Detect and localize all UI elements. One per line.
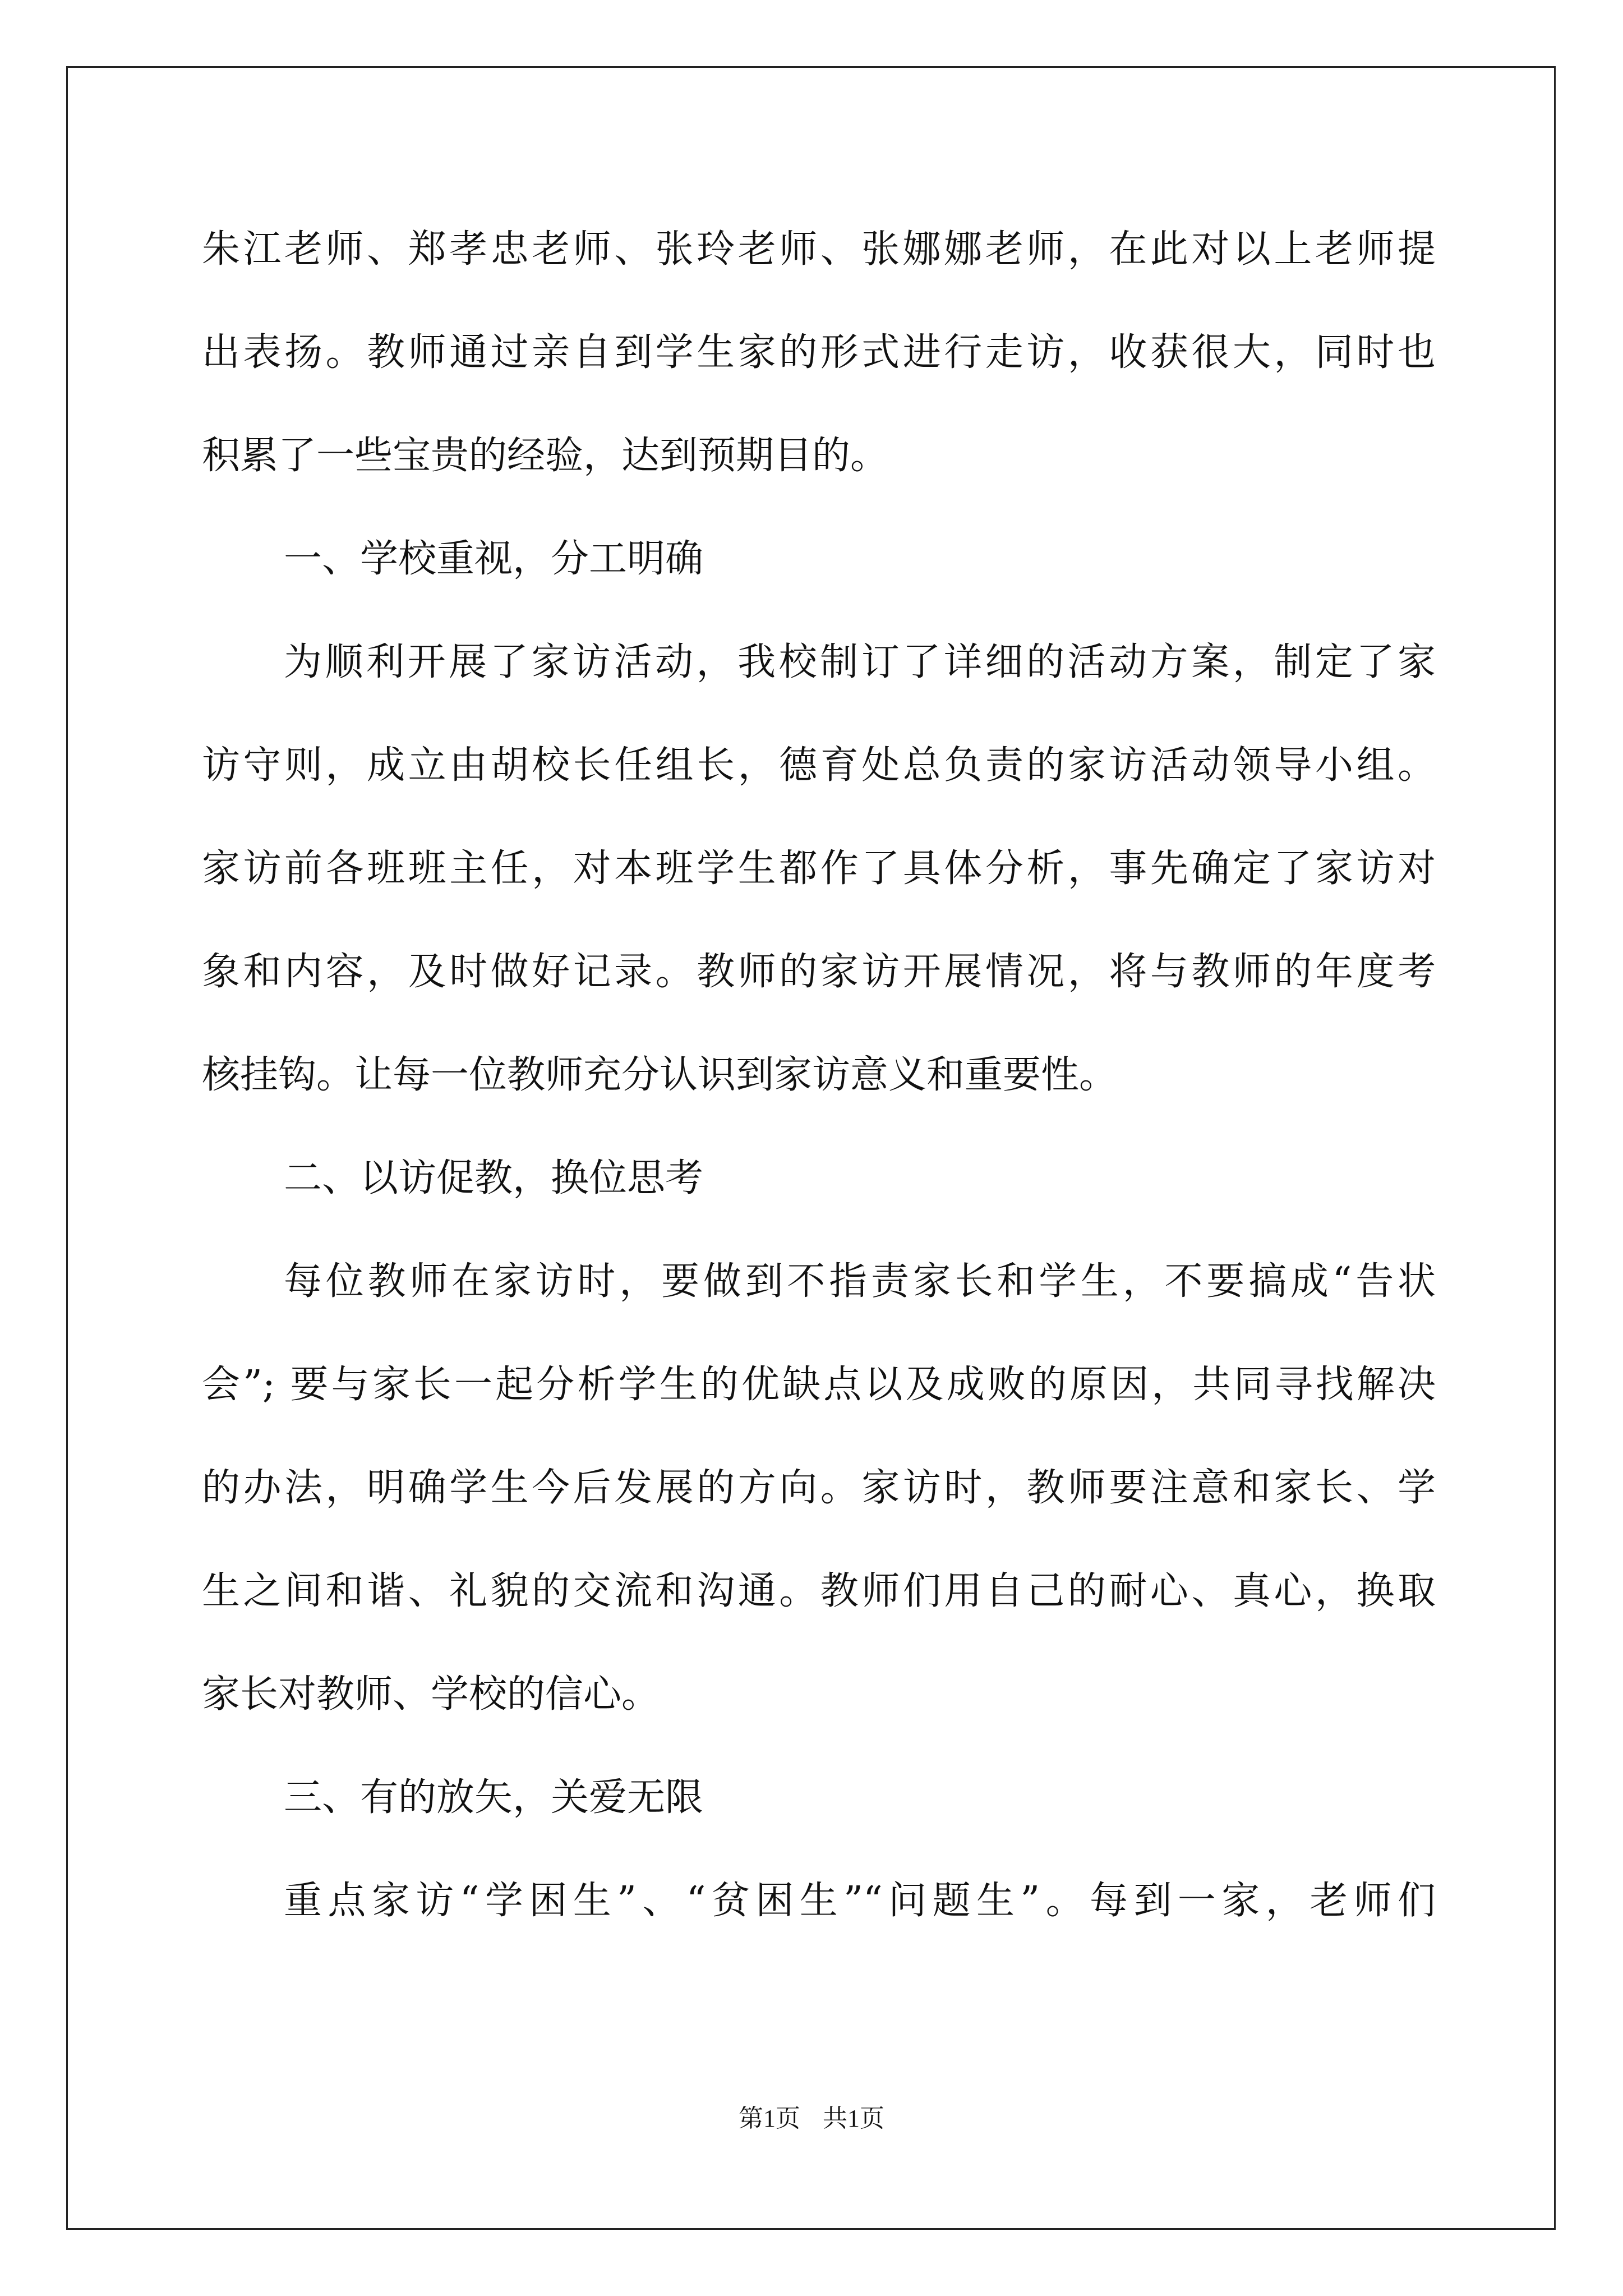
- section-heading: 一、学校重视，分工明确: [284, 537, 704, 581]
- text-line: 家长对教师、学校的信心。: [202, 1672, 660, 1717]
- text-line: 访守则，成立由胡校长任组长，德育处总负责的家访活动领导小组。: [202, 743, 1436, 788]
- text-line: 每位教师在家访时，要做到不指责家长和学生，不要搞成“告状: [284, 1259, 1436, 1304]
- text-line: 重点家访“学困生”、“贫困生”“问题生”。每到一家，老师们: [284, 1879, 1436, 1923]
- page-footer: [0, 2098, 1623, 2134]
- text-line: 积累了一些宝贵的经验，达到预期目的。: [202, 434, 889, 478]
- page-total: 共1页: [823, 2105, 884, 2132]
- section-heading: 三、有的放矢，关爱无限: [284, 1775, 704, 1820]
- document-body: [202, 208, 1436, 1962]
- text-line: 出表扬。教师通过亲自到学生家的形式进行走访，收获很大，同时也: [202, 330, 1436, 375]
- text-line: 为顺利开展了家访活动，我校制订了详细的活动方案，制定了家: [284, 640, 1436, 684]
- text-line: 象和内容，及时做好记录。教师的家访开展情况，将与教师的年度考: [202, 950, 1436, 994]
- text-line: 核挂钩。让每一位教师充分认识到家访意义和重要性。: [202, 1053, 1118, 1097]
- section-heading: 二、以访促教，换位思考: [284, 1156, 704, 1200]
- text-line: 家访前各班班主任，对本班学生都作了具体分析，事先确定了家访对: [202, 846, 1436, 891]
- page-number: 第1页: [739, 2105, 800, 2132]
- text-line: 会”; 要与家长一起分析学生的优缺点以及成败的原因，共同寻找解决: [202, 1363, 1436, 1407]
- text-line: 的办法，明确学生今后发展的方向。家访时，教师要注意和家长、学: [202, 1466, 1436, 1510]
- text-line: 生之间和谐、礼貌的交流和沟通。教师们用自己的耐心、真心，换取: [202, 1569, 1436, 1613]
- text-line: 朱江老师、郑孝忠老师、张玲老师、张娜娜老师，在此对以上老师提: [202, 227, 1436, 272]
